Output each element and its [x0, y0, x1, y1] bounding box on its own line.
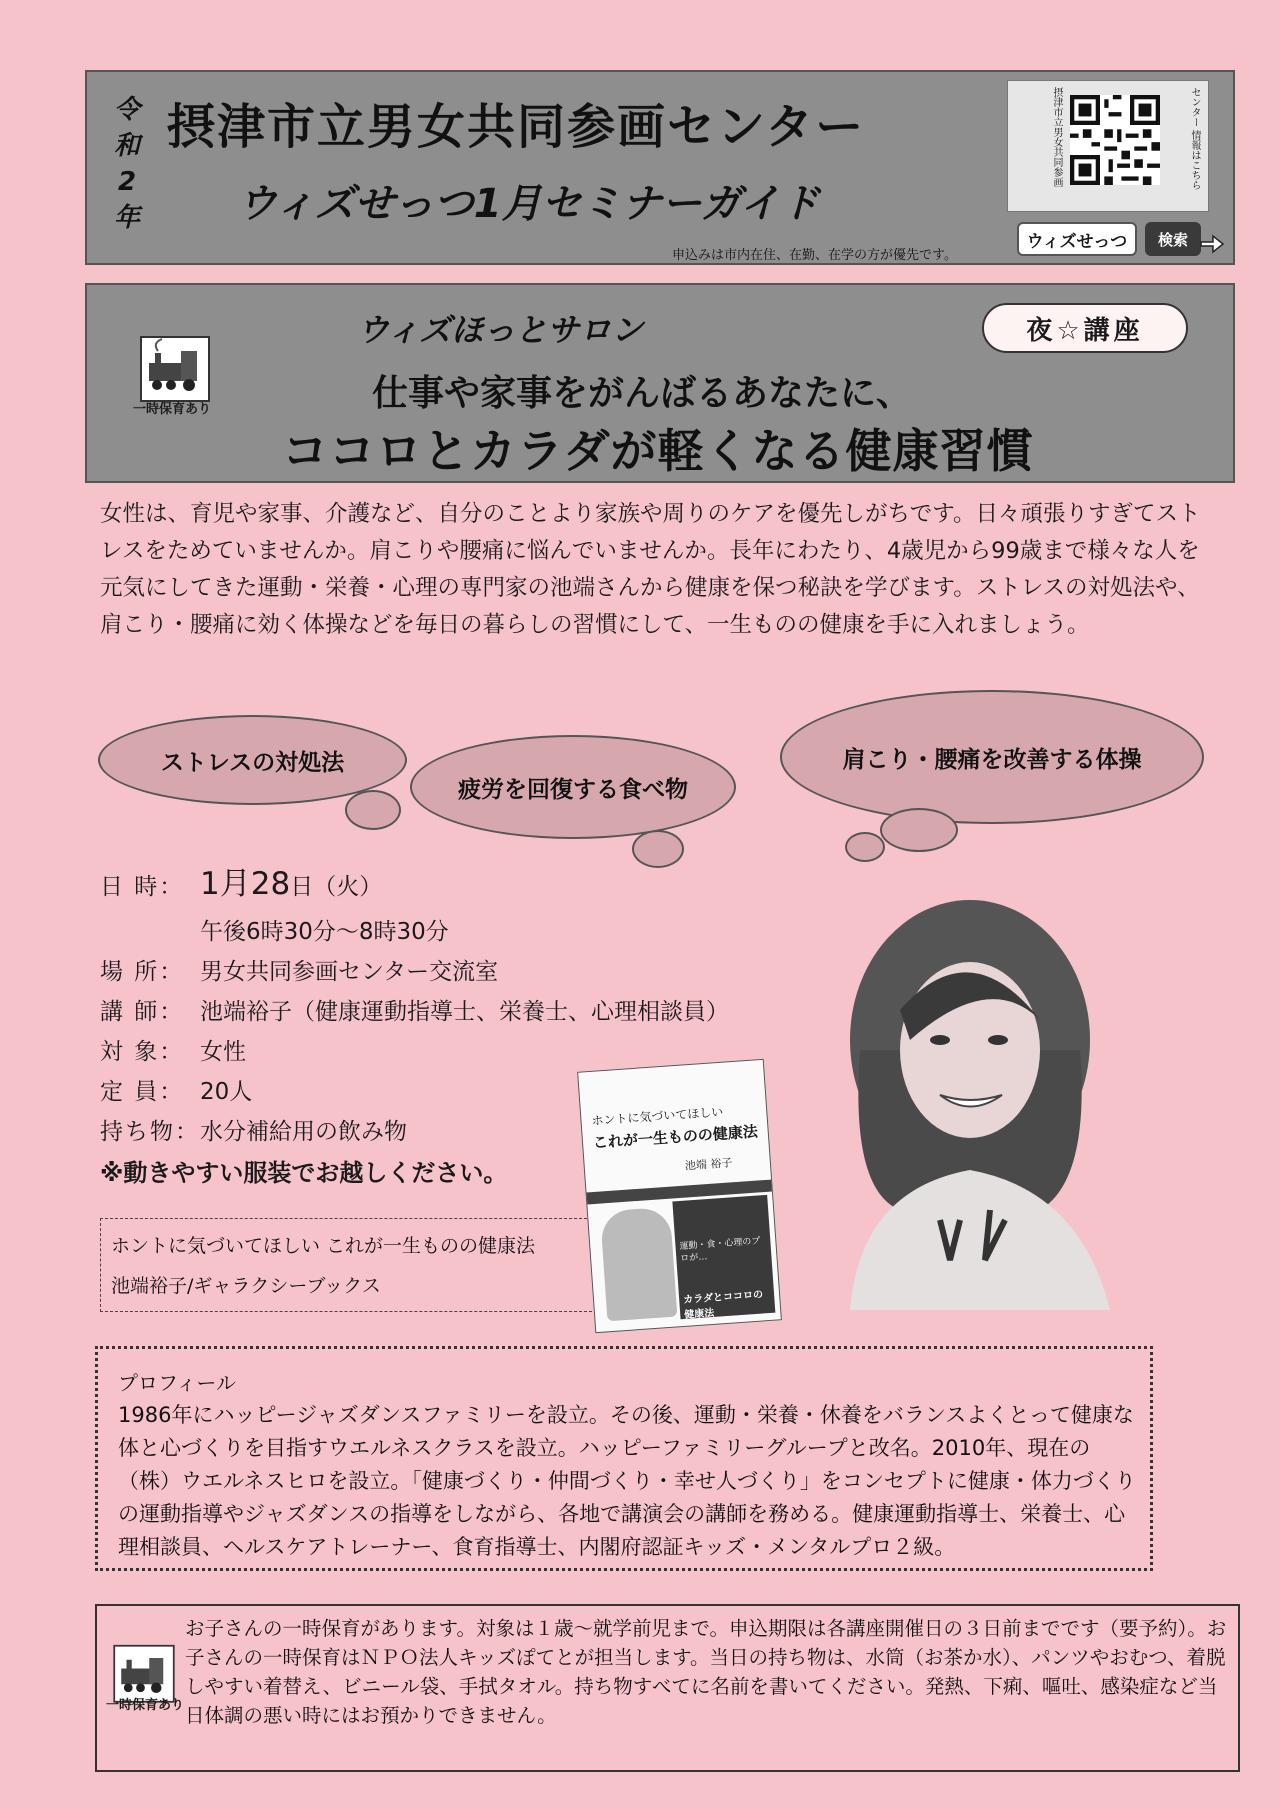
header-panel — [85, 70, 1235, 265]
intro-paragraph: 女性は、育児や家事、介護など、自分のことより家族や周りのケアを優先しがちです。日々頑張りすぎてストレスをためていませんか。肩こりや腰痛に悩んでいませんか。長年にわたり、4歳児から99歳まで様々な人を元気にしてきた運動・栄養・心理の専門家の池端さんから健康を保つ秘訣を学びます。ストレスの対処法や、肩こり・腰痛に効く体操などを毎日の暮らしの習慣にして、一生ものの健康を手に入れましょう。 — [100, 501, 1201, 638]
night-lecture-badge: 夜☆講座 — [982, 303, 1188, 353]
info-lecturer — [100, 993, 729, 1026]
qr-caption-left: 摂津市立男女共同参画 — [1051, 87, 1062, 187]
seminar-subtitle: 仕事や家事をがんばるあなたに、 — [372, 373, 913, 414]
info-note: ※動きやすい服装でお越しください。 — [100, 1159, 508, 1187]
bubble-tail — [845, 832, 885, 862]
childcare-notice — [95, 1604, 1240, 1772]
book-caption-box — [100, 1218, 602, 1312]
book-cover-photo — [600, 1207, 678, 1322]
info-target-value: 女性 — [200, 1039, 246, 1065]
info-date-suffix: 日（火） — [290, 874, 383, 900]
info-date-key: 日 時： — [100, 874, 185, 900]
seminar-title: ココロとカラダが軽くなる健康習慣 — [282, 424, 1034, 478]
info-place — [100, 953, 498, 986]
childcare-text: お子さんの一時保育があります。対象は１歳～就学前児まで。申込期限は各講座開催日の３日前までです（要予約）。お子さんの一時保育はＮＰＯ法人キッズぽてとが担当します。当日の持ち物は、水筒（お茶か水）、パンツやおむつ、着脱しやすい着替え、ビニール袋、手拭タオル。持ち物すべてに名前を書いてください。発熱、下痢、嘔吐、感染症など当日体調の悪い時にはお預かりできません。 — [185, 1617, 1227, 1727]
qr-caption-right: センター 情報はこちら — [1189, 87, 1200, 191]
info-capacity — [100, 1073, 252, 1106]
qr-panel — [1007, 80, 1209, 212]
bubble-tail — [632, 830, 684, 868]
book-cover-image — [577, 1059, 782, 1333]
info-items-key: 持ち物： — [100, 1119, 200, 1145]
topic-bubble-food: 疲労を回復する食べ物 — [410, 735, 736, 839]
book-cover-top: ホントに気づいてほしい — [591, 1104, 724, 1128]
profile-box — [95, 1346, 1153, 1571]
priority-note: 申込みは市内在住、在勤、在学の方が優先です。 — [672, 248, 957, 263]
childcare-badge-label: 一時保育あり — [132, 402, 211, 417]
profile-heading: プロフィール — [118, 1371, 236, 1395]
book-author: 池端裕子/ギャラクシーブックス — [111, 1275, 381, 1297]
topic-bubble-stress: ストレスの対処法 — [98, 715, 407, 805]
info-date-day: 28 — [250, 866, 291, 902]
profile-text: 1986年にハッピージャズダンスファミリーを設立。その後、運動・栄養・休養をバランスよくとって健康な体と心づくりを目指すウエルネスクラスを設立。ハッピーファミリーグループと改名。2010年、現在の（株）ウエルネスヒロを設立。「健康づくり・仲間づくり・幸せ人づくり」をコンセプトに健康・体力づくりの運動指導やジャズダンスの指導をしながら、各地で講演会の講師を務める。健康運動指導士、栄養士、心理相談員、ヘルスケアトレーナー、食育指導士、内閣府認証キッズ・メンタルプロ２級。 — [118, 1403, 1136, 1559]
book-title: ホントに気づいてほしい これが一生ものの健康法 — [111, 1235, 536, 1257]
info-place-value: 男女共同参画センター交流室 — [200, 959, 499, 985]
info-target-key: 対 象： — [100, 1039, 185, 1065]
search-button[interactable]: 検索 — [1145, 222, 1201, 256]
book-cover-title: これが一生ものの健康法 — [592, 1122, 759, 1152]
era-label: 令和2年 — [113, 95, 140, 233]
topic-bubble-exercise: 肩こり・腰痛を改善する体操 — [780, 690, 1204, 824]
guide-title: ウィズせっつ1月セミナーガイド — [237, 181, 820, 227]
info-capacity-key: 定 員： — [100, 1079, 185, 1105]
bubble-tail — [345, 790, 401, 830]
info-lecturer-key: 講 師： — [100, 999, 185, 1025]
info-time: 午後6時30分～8時30分 — [200, 919, 449, 945]
info-capacity-value: 20人 — [200, 1079, 253, 1105]
center-title: 摂津市立男女共同参画センター — [167, 99, 866, 155]
book-cover-band — [672, 1195, 775, 1319]
info-target — [100, 1033, 246, 1066]
book-cover-band-text: 運動・食・心理のプロが… — [679, 1236, 761, 1265]
book-cover-bottom: カラダとココロの健康法 — [682, 1289, 764, 1321]
info-items — [100, 1113, 407, 1146]
book-cover-author: 池端 裕子 — [684, 1156, 733, 1173]
childcare-icon-label: 一時保育あり — [105, 1698, 184, 1713]
info-items-value: 水分補給用の飲み物 — [200, 1119, 407, 1145]
qr-code-icon — [1070, 95, 1160, 185]
info-date-month: 1月 — [200, 866, 251, 902]
qr-code[interactable] — [1070, 95, 1160, 185]
lecturer-portrait — [790, 890, 1140, 1310]
bubble-tail — [880, 808, 958, 852]
search-field[interactable]: ウィズせっつ — [1017, 222, 1137, 256]
info-lecturer-value: 池端裕子（健康運動指導士、栄養士、心理相談員） — [200, 999, 729, 1025]
seminar-banner — [85, 283, 1235, 483]
series-name: ウィズほっとサロン — [357, 311, 644, 349]
info-date — [100, 858, 382, 903]
pointing-hand-icon — [1199, 230, 1229, 258]
info-place-key: 場 所： — [100, 959, 185, 985]
